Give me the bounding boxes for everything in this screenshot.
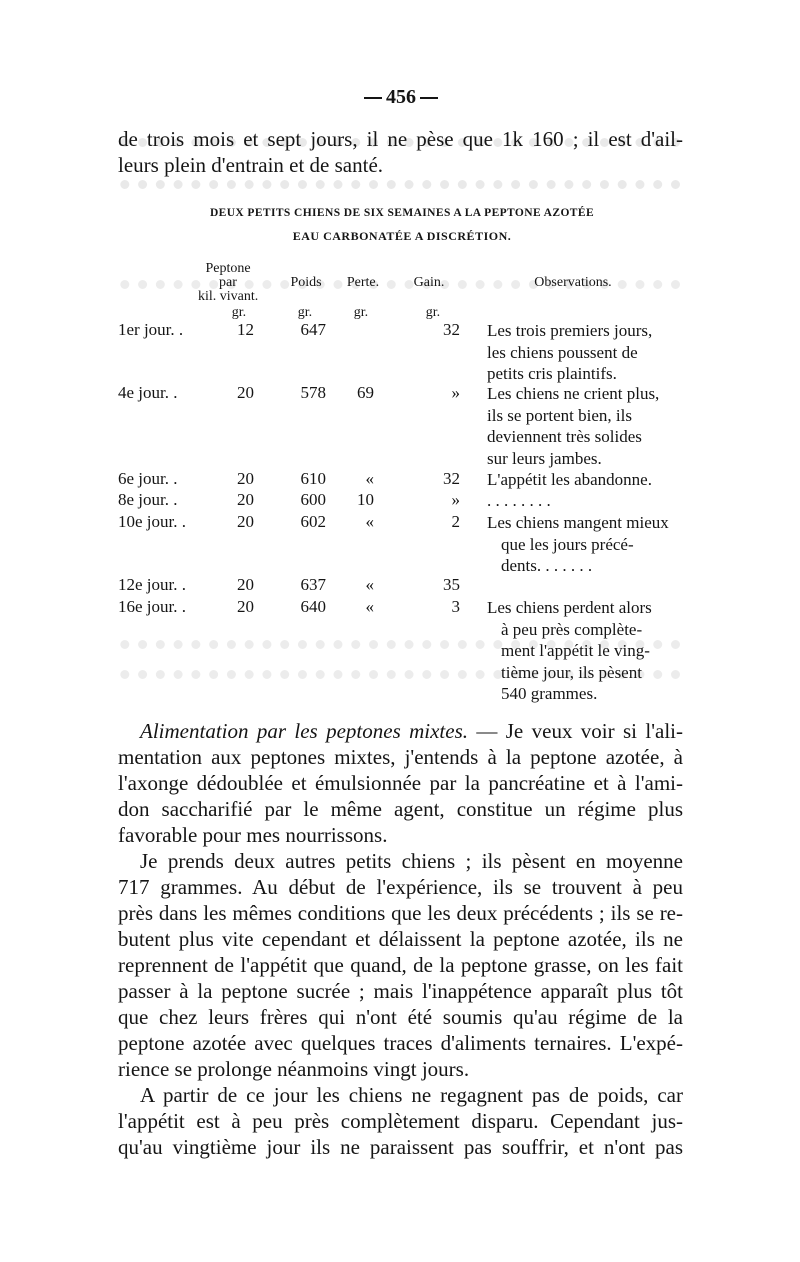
paragraph-line: près dans les mêmes conditions que les deux précédents ; ils se re-	[118, 901, 683, 925]
paragraph-line: rience se prolonge néanmoins vingt jours.	[118, 1057, 470, 1081]
paragraph-line: butent plus vite cependant et délaissent la peptone azotée, ils ne	[118, 927, 683, 951]
header-peptone-line: kil. vivant.	[198, 289, 259, 304]
observation	[487, 320, 652, 385]
cell-perte: «	[365, 469, 374, 488]
cell-gain: 35	[443, 575, 460, 594]
unit-label: gr.	[231, 305, 247, 320]
cell-gain: »	[451, 383, 460, 402]
cell-peptone: 20	[237, 512, 254, 531]
paragraph-line: que chez leurs frères qui n'ont été soumis qu'au régime de la	[118, 1005, 683, 1029]
header-perte: Perte.	[346, 275, 380, 290]
header-peptone	[198, 262, 258, 304]
observation-line: que les jours précé-	[501, 534, 634, 554]
paragraph-line: 717 grammes. Au début de l'expérience, ils se trouvent à peu	[118, 875, 683, 899]
cell-poids: 640	[300, 597, 326, 616]
observation-line: Les chiens ne crient plus,	[487, 384, 660, 403]
cell-poids: 600	[300, 490, 326, 509]
observation-line: Les trois premiers jours,	[487, 321, 653, 340]
cell-day: 1er jour. .	[118, 320, 184, 339]
page-number: 456	[360, 86, 442, 109]
paragraph-line: favorable pour mes nourrissons.	[118, 823, 388, 847]
paragraph-line: passer à la peptone sucrée ; mais l'inappétence apparaît plus tôt	[118, 979, 683, 1003]
cell-peptone: 20	[237, 597, 254, 616]
cell-perte: «	[365, 597, 374, 616]
table-title: DEUX PETITS CHIENS DE SIX SEMAINES A LA PEPTONE AZOTÉE	[209, 207, 595, 219]
cell-gain: 3	[451, 597, 460, 616]
intro-line: leurs plein d'entrain et de santé.	[118, 153, 384, 177]
observation-line: deviennent très solides	[487, 427, 642, 446]
paragraph-line: peptone azotée avec quelques traces d'aliments ternaires. L'expé-	[118, 1031, 683, 1055]
header-gain: Gain.	[413, 275, 445, 290]
cell-day: 10e jour. .	[118, 512, 186, 531]
paragraph-line	[118, 718, 683, 744]
observation-line: sur leurs jambes.	[487, 448, 602, 468]
header-poids: Poids	[290, 275, 322, 290]
cell-poids: 610	[300, 469, 326, 488]
cell-peptone: 12	[237, 320, 254, 339]
table-subtitle: EAU CARBONATÉE A DISCRÉTION.	[292, 229, 512, 243]
unit-label: gr.	[425, 305, 441, 320]
cell-poids: 647	[300, 320, 326, 339]
observation-line: tième jour, ils pèsent	[501, 662, 642, 682]
cell-day: 4e jour. .	[118, 383, 178, 402]
observation-line: L'appétit les abandonne.	[487, 470, 652, 489]
cell-perte: 10	[357, 490, 374, 509]
observation	[487, 383, 659, 469]
cell-peptone: 20	[237, 490, 254, 509]
observation-line: Les chiens mangent mieux	[487, 513, 669, 532]
cell-poids: 578	[300, 383, 326, 402]
cell-peptone: 20	[237, 469, 254, 488]
header-observations: Observations.	[534, 275, 612, 290]
cell-perte: «	[365, 575, 374, 594]
cell-gain: 32	[443, 320, 460, 339]
cell-peptone: 20	[237, 575, 254, 594]
observation-line: dents. . . . . . .	[501, 556, 593, 575]
paragraph-text: — Je veux voir si l'ali-	[468, 719, 683, 743]
paragraph-line: Je prends deux autres petits chiens ; ils pèsent en moyenne	[140, 849, 683, 873]
header-peptone-line: par	[219, 275, 237, 290]
cell-day: 8e jour. .	[118, 490, 178, 509]
observation-line: les chiens poussent de	[487, 342, 638, 362]
observation-line: . . . . . . . .	[487, 491, 551, 510]
paragraph-line: reprennent de l'appétit que quand, de la peptone grasse, on les fait	[118, 953, 683, 977]
cell-peptone: 20	[237, 383, 254, 402]
cell-gain: 32	[443, 469, 460, 488]
bleed-through	[120, 180, 680, 199]
observation-line: ment l'appétit le ving-	[501, 641, 650, 660]
cell-poids: 637	[300, 575, 326, 594]
paragraph-line: l'appétit est à peu près complètement disparu. Cependant jus-	[118, 1109, 683, 1133]
observation-line: 540 grammes.	[501, 684, 598, 703]
unit-label: gr.	[297, 305, 313, 320]
cell-day: 16e jour. .	[118, 597, 186, 616]
paragraph-line: l'axonge dédoublée et émulsionnée par la pancréatine et à l'ami-	[118, 771, 683, 795]
header-peptone-line: Peptone	[205, 261, 251, 276]
observation-line: Les chiens perdent alors	[487, 598, 652, 617]
observation	[487, 512, 669, 577]
observation-line: ils se portent bien, ils	[487, 405, 632, 425]
cell-gain: »	[451, 490, 460, 509]
cell-poids: 602	[300, 512, 326, 531]
paragraph-line: A partir de ce jour les chiens ne regagnent pas de poids, car	[140, 1083, 683, 1107]
cell-perte: 69	[357, 383, 374, 402]
section-heading: Alimentation par les peptones mixtes.	[140, 719, 469, 743]
cell-day: 12e jour. .	[118, 575, 186, 594]
cell-perte: «	[365, 512, 374, 531]
paragraph-line: qu'au vingtième jour ils ne paraissent pas souffrir, et n'ont pas	[118, 1135, 683, 1159]
cell-day: 6e jour. .	[118, 469, 178, 488]
paragraph-line: mentation aux peptones mixtes, j'entends à la peptone azotée, à	[118, 745, 683, 769]
observation	[487, 490, 551, 512]
cell-gain: 2	[451, 512, 460, 531]
paragraph-line: don saccharifié par le même agent, constitue un régime plus	[118, 797, 683, 821]
unit-label: gr.	[353, 305, 369, 320]
observation-line: petits cris plaintifs.	[487, 364, 617, 383]
observation-line: à peu près complète-	[501, 619, 643, 639]
observation	[487, 597, 652, 705]
intro-line: de trois mois et sept jours, il ne pèse que 1k 160 ; il est d'ail-	[118, 127, 683, 151]
observation	[487, 469, 652, 491]
